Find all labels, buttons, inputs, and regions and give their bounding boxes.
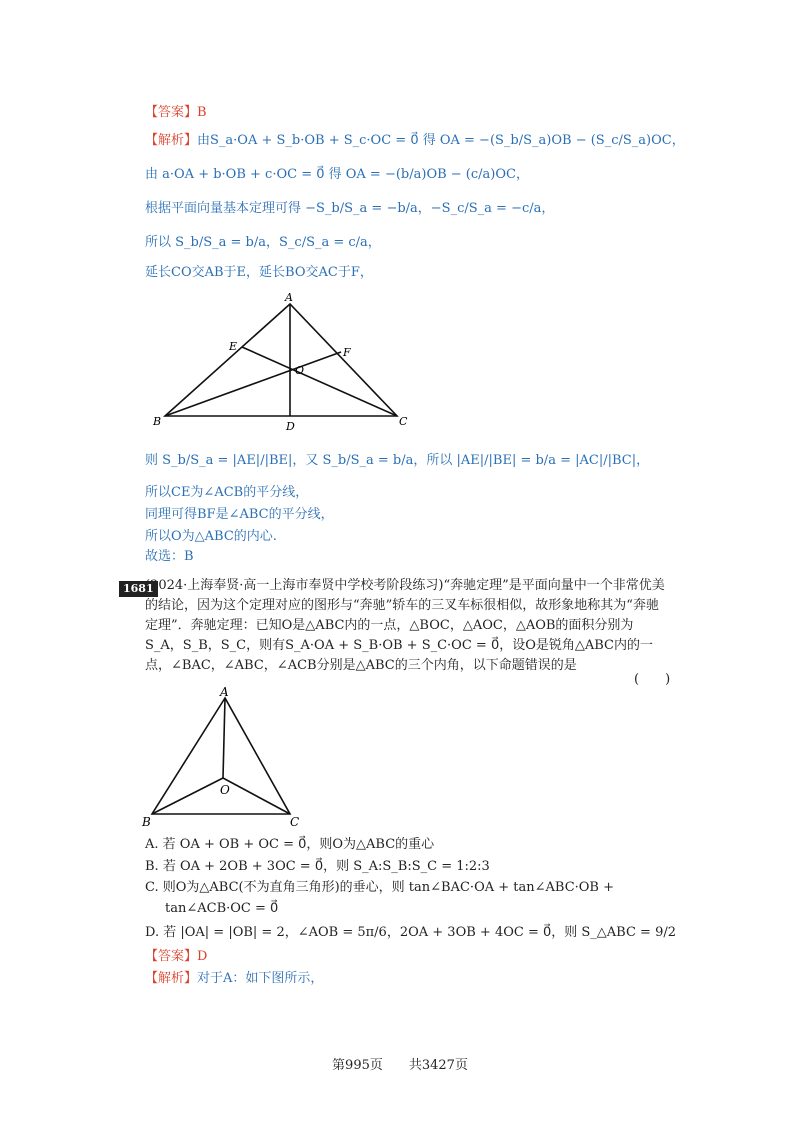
analysis-line-5: 延长CO交AB于E，延长BO交AC于F， — [145, 265, 373, 280]
label-e: E — [229, 340, 238, 353]
answer-line-1 — [145, 104, 207, 122]
question-stem — [145, 576, 665, 676]
option-a: A. 若 OA + OB + OC = 0⃗，则O为△ABC的重心 — [145, 837, 435, 852]
analysis-line-8: 同理可得BF是∠ABC的平分线， — [145, 507, 334, 522]
analysis2-text: 对于A：如下图所示， — [197, 971, 324, 986]
analysis-line-1 — [145, 132, 685, 150]
triangle-figure-2 — [140, 686, 300, 830]
option-c-line-1: C. 则O为△ABC(不为直角三角形)的垂心，则 tan∠BAC·OA + tan∠ABC·OB + — [145, 880, 615, 895]
answer-label: 【答案】 — [145, 105, 198, 120]
analysis-line-10: 故选：B — [145, 549, 194, 564]
option-d: D. 若 |OA| = |OB| = 2，∠AOB = 5π/6，2OA + 3OB + 4OC = 0⃗，则 S_△ABC = 9/2 — [145, 925, 676, 940]
label-f: F — [343, 346, 351, 359]
analysis-line-7: 所以CE为∠ACB的平分线， — [145, 485, 309, 500]
analysis-line-2: 由 a·OA + b·OB + c·OC = 0⃗ 得 OA = −(b/a)OB − (c/a)OC， — [145, 167, 529, 182]
analysis-line-9: 所以O为△ABC的内心. — [145, 529, 277, 544]
label-b2: B — [142, 815, 151, 829]
label-c2: C — [290, 815, 300, 829]
label-d: D — [286, 420, 295, 433]
question-text: (2024·上海奉贤·高一上海市奉贤中学校考阶段练习)“奔驰定理”是平面向量中一个非常优美的结论，因为这个定理对应的图形与“奔驰”轿车的三叉车标很相似，故形象地称其为“奔驰定理”．奔驰定理：已知O是△ABC内的一点，△BOC，△AOC，△AOB的面积分别为S_A，S_B，S_C，则有S_A·OA + S_B·OB + S_C·OC = 0⃗，设O是锐角△ABC内的一点，∠BAC，∠ABC，∠ACB分别是△ABC的三个内角，以下命题错误的是 — [145, 578, 665, 673]
answer-line-2 — [145, 948, 207, 966]
analysis-line-6: 则 S_b/S_a = |AE|/|BE|，又 S_b/S_a = b/a，所以 |AE|/|BE| = b/a = |AC|/|BC|， — [145, 453, 650, 468]
answer-value: B — [197, 105, 207, 120]
label-o2: O — [220, 783, 230, 797]
page-footer: 第995页 共3427页 — [332, 1058, 468, 1073]
option-c-line-2: tan∠ACB·OC = 0⃗ — [165, 901, 279, 916]
analysis-label-2: 【解析】 — [145, 971, 198, 986]
label-c: C — [399, 415, 408, 428]
line-ce — [242, 347, 397, 416]
answer-label-2: 【答案】 — [145, 949, 198, 964]
analysis-label: 【解析】 — [145, 133, 198, 148]
triangle-abc-1 — [165, 304, 397, 416]
segment-ao — [223, 698, 225, 778]
answer-paren: ( ) — [634, 672, 671, 687]
label-b: B — [153, 415, 162, 428]
question-number-badge: 1681 — [119, 581, 158, 597]
analysis-line-4: 所以 S_b/S_a = b/a，S_c/S_a = c/a， — [145, 235, 381, 250]
option-b: B. 若 OA + 2OB + 3OC = 0⃗，则 S_A:S_B:S_C = 1:2:3 — [145, 859, 490, 874]
analysis-line-3: 根据平面向量基本定理可得 −S_b/S_a = −b/a，−S_c/S_a = −c/a， — [145, 201, 555, 216]
triangle-figure-1 — [145, 288, 415, 436]
line-bf — [165, 352, 341, 416]
label-o: O — [295, 364, 305, 377]
label-a2: A — [220, 686, 229, 699]
answer-value-2: D — [197, 949, 208, 964]
analysis2-line — [145, 970, 323, 988]
analysis-text-1: 由S_a·OA + S_b·OB + S_c·OC = 0⃗ 得 OA = −(S_b/S_a)OB − (S_c/S_a)OC， — [197, 133, 685, 148]
label-a: A — [285, 291, 293, 304]
